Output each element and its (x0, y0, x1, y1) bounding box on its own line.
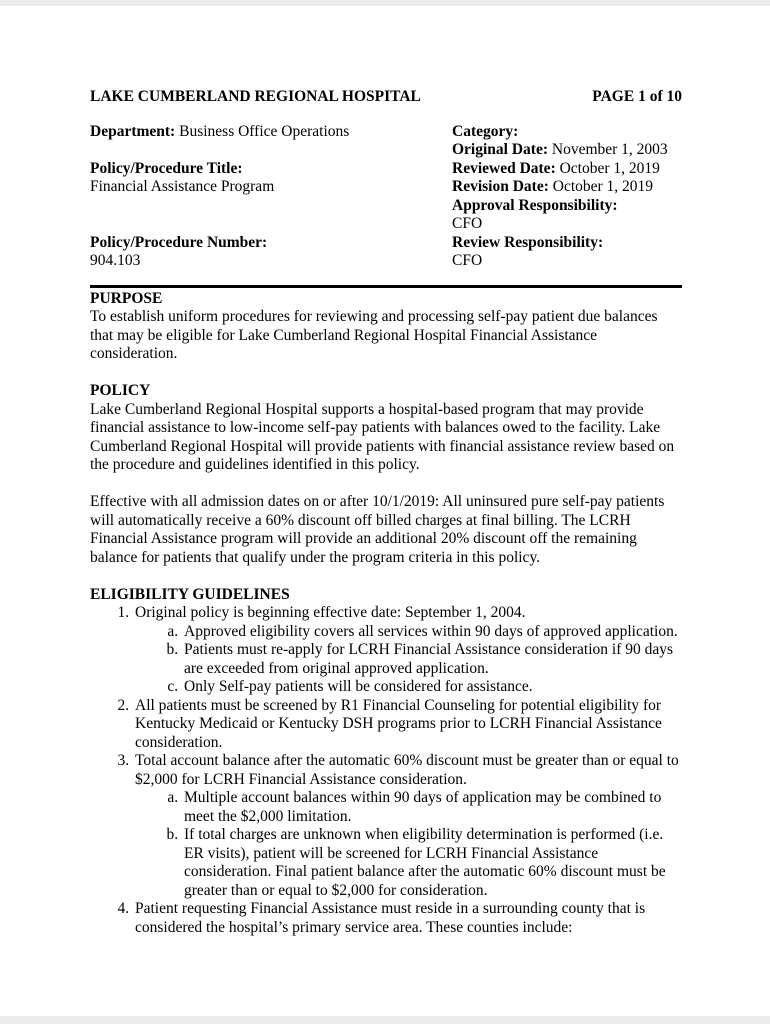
spacer-line (90, 567, 682, 586)
spacer-line (90, 215, 452, 234)
department-line (90, 123, 452, 142)
sublist-item-text: Approved eligibility covers all services within 90 days of approved application. (184, 622, 678, 640)
list-item-text: Patient requesting Financial Assistance must reside in a surrounding county that is considered the hospital’s primary service area. These counties include: (135, 900, 646, 936)
purpose-heading: PURPOSE (90, 289, 163, 307)
department-label: Department: (90, 122, 176, 140)
list-item-text: Total account balance after the automatic 60% discount must be greater than or equal to $2,000 for LCRH Financial Assistance consideration. (135, 752, 679, 788)
hospital-title: LAKE CUMBERLAND REGIONAL HOSPITAL (90, 88, 421, 105)
review-responsibility-value: CFO (452, 252, 483, 269)
list-item-2 (133, 697, 682, 753)
policy-heading: POLICY (90, 382, 151, 399)
spacer-line (90, 197, 452, 216)
sublist-item-1b (182, 641, 682, 678)
sublist-item-1c (182, 678, 682, 697)
reviewed-date-label: Reviewed Date: (452, 159, 556, 177)
policy-paragraph-1: Lake Cumberland Regional Hospital supports a hospital-based program that may provide financial assistance to low-income self-pay patients with balances owed to the facility. Lake Cumberland Regional Hospital will provide patients with financial assistance review based on the procedure and guidelines identified in this policy. (90, 400, 675, 473)
page-number: PAGE 1 of 10 (592, 88, 682, 105)
approval-responsibility-value: CFO (452, 215, 483, 232)
list-item-1 (133, 604, 682, 697)
sublist-item-3a (182, 789, 682, 826)
approval-responsibility-label: Approval Responsibility: (452, 196, 618, 214)
eligibility-list (90, 604, 682, 937)
eligibility-heading: ELIGIBILITY GUIDELINES (90, 585, 290, 603)
original-date-value: November 1, 2003 (551, 141, 668, 158)
list-item-1-sublist (135, 623, 682, 697)
list-item-4 (133, 900, 682, 937)
meta-left-column (90, 123, 452, 271)
sublist-item-text: Only Self-pay patients will be considered for assistance. (184, 678, 533, 695)
revision-date-label: Revision Date: (452, 178, 549, 195)
original-date-label: Original Date: (452, 141, 548, 158)
divider-rule (90, 285, 682, 288)
sublist-item-text: If total charges are unknown when eligibility determination is performed (i.e. ER visits), patient will be screened for LCRH Financial Assistance consideration. Final patient balance after the automatic 60% discount must be greater than or equal to $2,000 for consideration. (184, 826, 666, 899)
reviewed-date-value: October 1, 2019 (559, 159, 660, 177)
meta-block (90, 123, 682, 271)
policy-number-value: 904.103 (90, 252, 141, 269)
sublist-item-3b (182, 826, 682, 900)
list-item-3 (133, 752, 682, 900)
revision-date-line (452, 178, 682, 197)
reviewed-date-line (452, 160, 682, 179)
revision-date-value: October 1, 2019 (552, 178, 654, 195)
list-item-3-sublist (135, 789, 682, 900)
spacer-line (90, 141, 452, 160)
review-responsibility-label: Review Responsibility: (452, 233, 604, 251)
document-header (90, 88, 682, 107)
sublist-item-1a (182, 623, 682, 642)
policy-title-value: Financial Assistance Program (90, 178, 275, 195)
policy-number-label: Policy/Procedure Number: (90, 233, 268, 251)
list-item-text: All patients must be screened by R1 Financial Counseling for potential eligibility for Kentucky Medicaid or Kentucky DSH programs prior to LCRH Financial Assistance consideration. (135, 696, 662, 751)
sublist-item-text: Patients must re-apply for LCRH Financial Assistance consideration if 90 days are exceeded from original approved application. (184, 641, 674, 677)
purpose-body: To establish uniform procedures for reviewing and processing self-pay patient due balances that may be eligible for Lake Cumberland Regional Hospital Financial Assistance consideration. (90, 308, 658, 362)
sublist-item-text: Multiple account balances within 90 days of application may be combined to meet the $2,000 limitation. (184, 789, 662, 825)
department-value: Business Office Operations (179, 122, 350, 140)
policy-paragraph-2: Effective with all admission dates on or after 10/1/2019: All uninsured pure self-pay patients will automatically receive a 60% discount off billed charges at final billing. The LCRH Financial Assistance program will provide an additional 20% discount off the remaining balance for patients that qualify under the program criteria in this policy. (90, 493, 665, 566)
spacer-line (90, 475, 682, 494)
meta-right-column (452, 123, 682, 271)
category-label: Category: (452, 122, 519, 140)
original-date-line (452, 141, 682, 160)
spacer-line (90, 364, 682, 383)
list-item-text: Original policy is beginning effective date: September 1, 2004. (135, 604, 526, 621)
policy-title-label: Policy/Procedure Title: (90, 159, 243, 177)
